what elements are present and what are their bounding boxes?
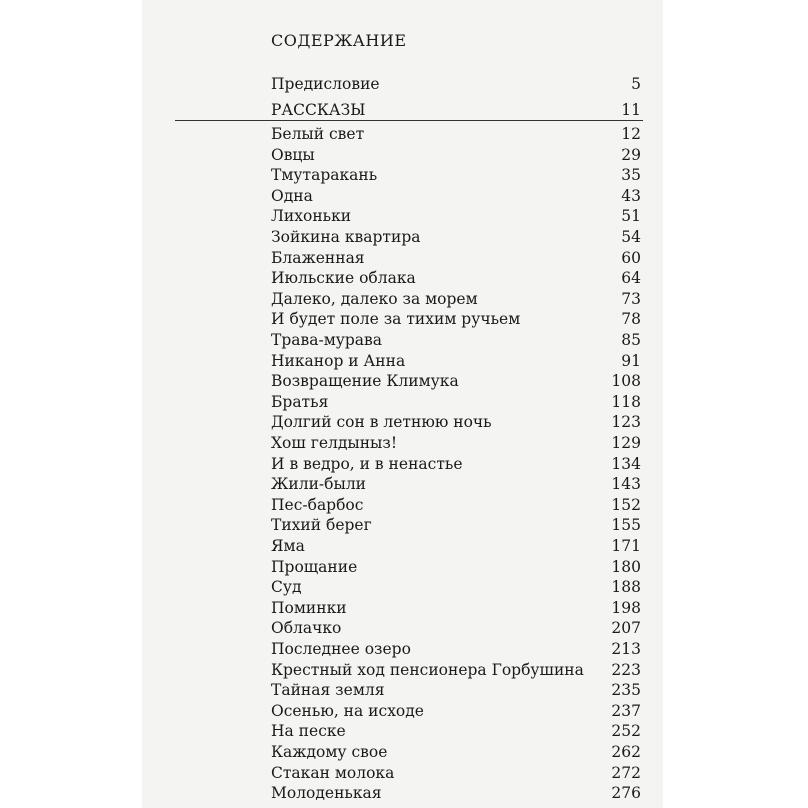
toc-entry [271,412,641,432]
toc-entry [271,227,641,247]
toc-entry-page-number: 129 [611,434,641,452]
toc-entry-title: Стакан молока [271,763,395,782]
toc-entry-title: Суд [271,578,302,597]
toc-entry [271,145,641,165]
toc-entry-title: Хош гелдыныз! [271,434,398,452]
toc-entry-page-number: 78 [621,310,641,329]
toc-entry [271,289,641,309]
toc-entry-title: Тмутаракань [271,166,378,185]
toc-entry-page-number: 276 [611,784,641,803]
toc-entry-page-number: 91 [621,351,641,370]
toc-entry [271,248,641,268]
toc-entry-page-number: 252 [611,722,641,741]
toc-entry-page-number: 152 [611,495,641,514]
toc-entry [271,557,641,577]
toc-entry [271,577,641,597]
toc-entry-page-number: 223 [611,660,641,679]
toc-entry-title: Зойкина квартира [271,228,421,246]
toc-entry-title: Каждому свое [271,743,388,761]
toc-entry [271,660,641,680]
toc-entry [271,100,641,120]
toc-entry [271,206,641,226]
toc-entry-title: Братья [271,392,329,411]
toc-entry-page-number: 272 [611,763,641,782]
toc-entry [271,763,641,783]
toc-entry-title: Никанор и Анна [271,351,406,370]
toc-entry-page-number: 118 [611,392,641,411]
toc-entry [271,392,641,412]
toc-entry-title: Крестный ход пенсионера Горбушина [271,660,584,679]
toc-entry [271,454,641,474]
toc-entry-page-number: 188 [611,578,641,597]
toc-entry [271,721,641,741]
toc-entry-title: Поминки [271,598,347,617]
toc-heading: СОДЕРЖАНИЕ [271,31,407,50]
toc-entry-page-number: 64 [621,269,641,288]
toc-entry-title: Тихий берег [271,516,372,535]
toc-entry-page-number: 213 [611,640,641,658]
toc-entry-page-number: 12 [621,125,641,143]
toc-entry [271,783,641,803]
toc-entry-page-number: 171 [611,537,641,555]
toc-entry [271,474,641,494]
toc-entry-title: На песке [271,722,346,741]
toc-entry-title: Тайная земля [271,681,385,700]
toc-entry-page-number: 60 [621,248,641,267]
toc-entry [271,330,641,350]
toc-entry-title: Белый свет [271,125,365,143]
toc-entry-title: Пес-барбос [271,495,364,514]
toc-entry [271,680,641,700]
toc-entry-page-number: 123 [611,413,641,432]
toc-entry-title: РАССКАЗЫ [271,101,366,119]
toc-entry-title: Жили-были [271,475,367,494]
toc-entry-title: Овцы [271,145,315,164]
toc-entry-title: Долгий сон в летнюю ночь [271,413,492,432]
toc-entry-title: Последнее озеро [271,640,411,658]
toc-entry [271,495,641,515]
toc-entry [271,618,641,638]
toc-entry [271,351,641,371]
toc-entry-page-number: 5 [631,75,641,93]
toc-entry-page-number: 11 [621,101,641,119]
toc-entry-title: Блаженная [271,248,365,267]
toc-entry [271,598,641,618]
toc-entry [271,515,641,535]
toc-entry-page-number: 73 [621,289,641,308]
toc-entry-title: Прощание [271,557,358,576]
toc-entry-title: Осенью, на исходе [271,701,424,720]
toc-entry-page-number: 35 [621,166,641,185]
toc-entry-title: Трава-мурава [271,331,383,349]
toc-entry [271,74,641,94]
toc-entry-page-number: 85 [621,331,641,349]
toc-entry-title: Далеко, далеко за морем [271,289,478,308]
toc-entry-title: И в ведро, и в ненастье [271,454,463,473]
toc-entry [271,124,641,144]
toc-entry-page-number: 198 [611,598,641,617]
toc-entry-page-number: 108 [611,372,641,391]
toc-entry-title: Лихоньки [271,207,352,226]
toc-entry-page-number: 262 [611,743,641,761]
toc-entry [271,309,641,329]
toc-entry-page-number: 237 [611,701,641,720]
toc-entry-page-number: 29 [621,145,641,164]
toc-entry-page-number: 180 [611,557,641,576]
section-divider [175,120,643,121]
toc-entry-title: Предисловие [271,75,380,93]
toc-entry-page-number: 43 [621,186,641,205]
toc-entry [271,186,641,206]
toc-entry-title: Возвращение Климука [271,372,459,391]
toc-entry-page-number: 207 [611,619,641,638]
toc-entry [271,742,641,762]
toc-entry [271,639,641,659]
toc-entry [271,433,641,453]
toc-entry-title: Молоденькая [271,784,382,803]
toc-entry-title: Облачко [271,619,342,638]
toc-entry-page-number: 235 [611,681,641,700]
toc-entry-page-number: 155 [611,516,641,535]
toc-entry-page-number: 51 [621,207,641,226]
toc-entry-title: Июльские облака [271,269,416,288]
toc-entry-title: И будет поле за тихим ручьем [271,310,521,329]
toc-entry-page-number: 134 [611,454,641,473]
toc-entry [271,371,641,391]
toc-entry-page-number: 143 [611,475,641,494]
toc-entry [271,165,641,185]
toc-entry [271,536,641,556]
toc-entry-page-number: 54 [621,228,641,246]
toc-entry-title: Яма [271,537,305,555]
toc-entry-title: Одна [271,186,313,205]
toc-entry [271,701,641,721]
toc-entry [271,268,641,288]
